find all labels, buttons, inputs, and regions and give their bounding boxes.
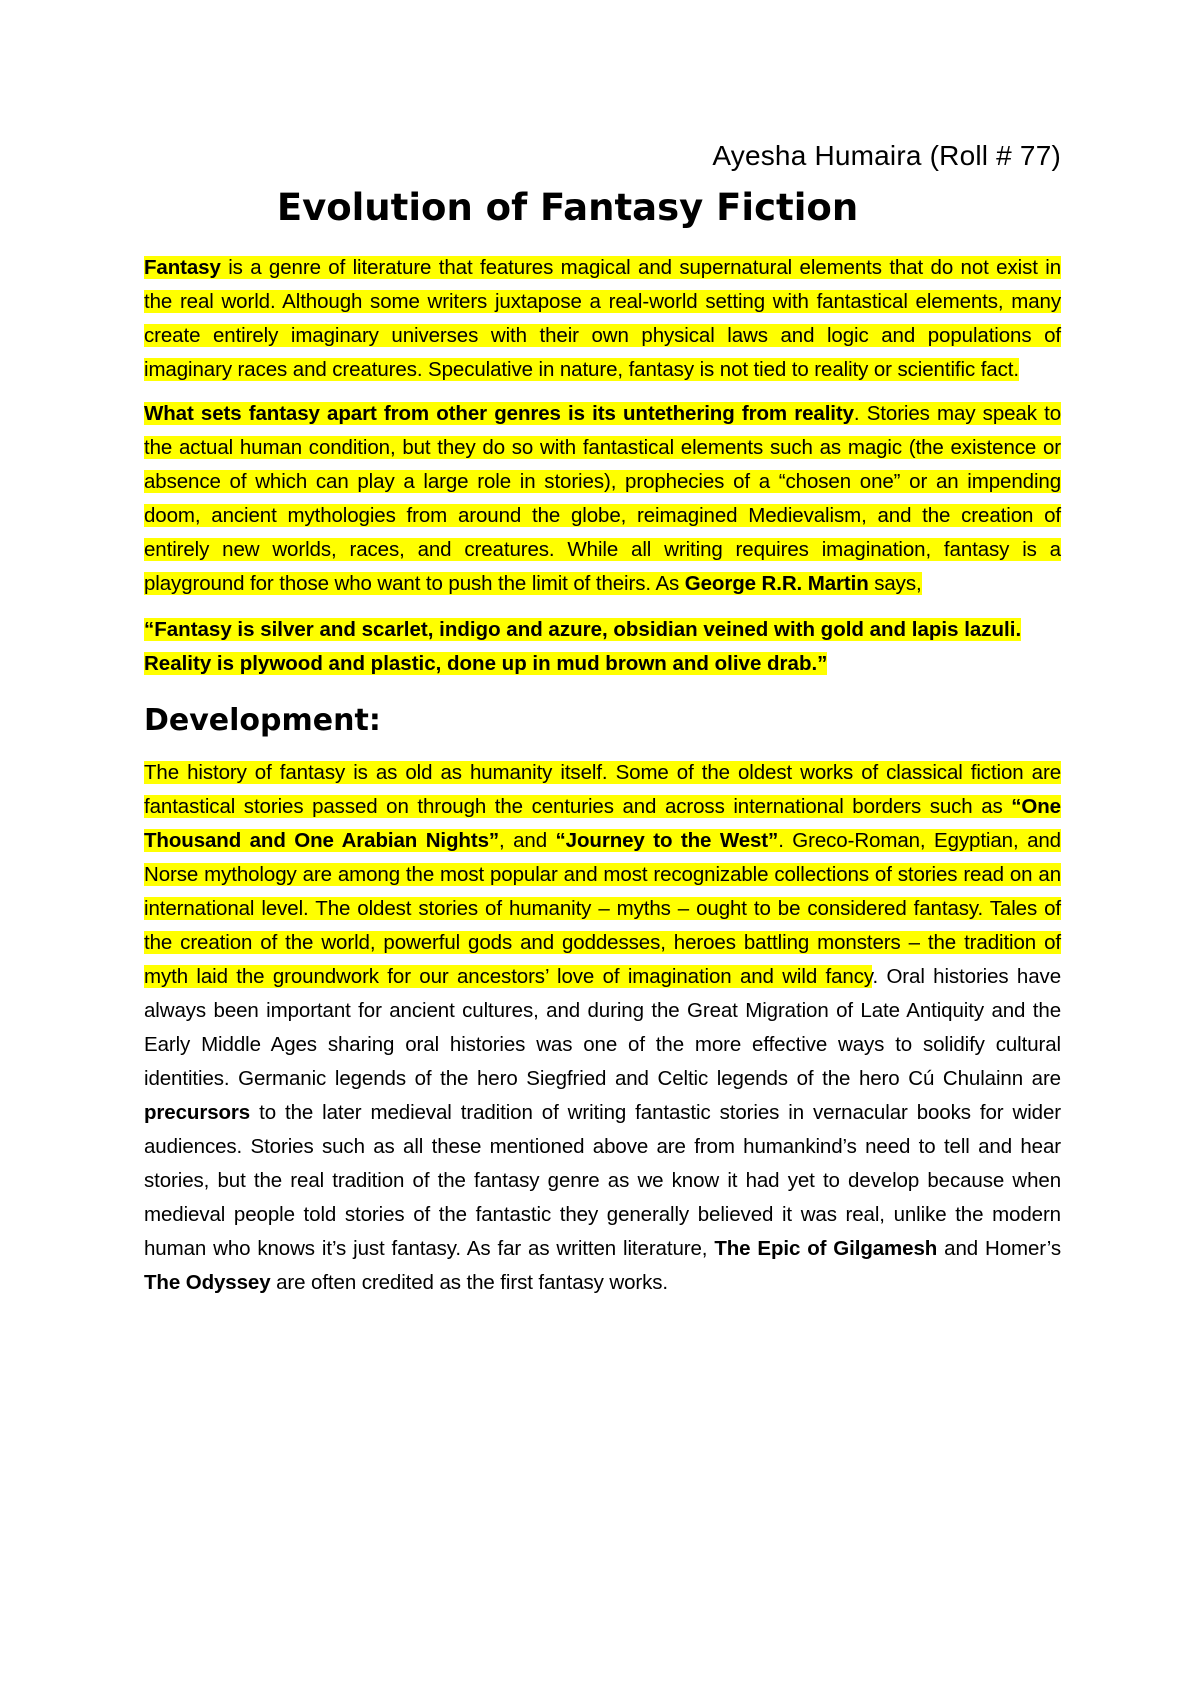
intro-text: is a genre of literature that features magical and supernatural elements that do not exist in the real world. Although some writers juxtapose a real-world setting with fantastical elements, many create entirely imaginary universes with their own physical laws and logic and populations of imaginary races and creatures. Speculative in nature, fantasy is not tied to reality or scientific fact.	[144, 256, 1061, 381]
page-title: Evolution of Fantasy Fiction	[276, 186, 859, 229]
intro-bold-term: Fantasy	[144, 256, 221, 279]
section-heading: Development:	[144, 703, 381, 738]
dev-text-a: The history of fantasy is as old as humanity itself. Some of the oldest works of classical fiction are fantastical stories passed on through the centuries and across international borders such as	[144, 761, 1061, 818]
second-bold-lead: What sets fantasy apart from other genres is its untethering from reality	[144, 402, 854, 425]
dev-bold-precursors: precursors	[144, 1101, 251, 1124]
document-page	[144, 140, 1061, 1310]
martin-quote	[144, 613, 1061, 681]
intro-highlight	[144, 256, 1061, 381]
dev-text-b: , and	[499, 829, 556, 852]
dev-bold-arabian-nights: “One Thousand and One Arabian Nights”	[144, 795, 1061, 852]
author-name: George R.R. Martin	[684, 572, 869, 595]
dev-plain-c: and Homer’s	[937, 1237, 1061, 1260]
second-paragraph	[144, 397, 1061, 601]
dev-bold-gilgamesh: The Epic of Gilgamesh	[714, 1237, 938, 1260]
second-end: says,	[868, 572, 922, 595]
dev-plain-d: are often credited as the first fantasy works.	[270, 1271, 669, 1294]
dev-text-c: . Greco-Roman, Egyptian, and Norse mythology are among the most popular and most recognizable collections of stories read on an international level. The oldest stories of humanity – myths – ought to be considered fantasy. Tales of the creation of the world, powerful gods and goddesses, heroes battling monsters – the tradition of myth laid the groundwork for our ancestors’ love of imagination and wild fancy	[144, 829, 1061, 988]
dev-bold-journey-west: “Journey to the West”	[555, 829, 779, 852]
dev-highlight	[144, 761, 1061, 988]
author-line: Ayesha Humaira (Roll # 77)	[712, 140, 1061, 171]
dev-plain-a: . Oral histories have always been important for ancient cultures, and during the Great Migration of Late Antiquity and the Early Middle Ages sharing oral histories was one of the more effective ways to solidify cultural identities. Germanic legends of the hero Siegfried and Celtic legends of the hero Cú Chulainn are	[144, 965, 1061, 1090]
development-paragraph	[144, 756, 1061, 1300]
dev-plain-b: to the later medieval tradition of writing fantastic stories in vernacular books for wider audiences. Stories such as all these mentioned above are from humankind’s need to tell and hear stories, but the real tradition of the fantasy genre as we know it had yet to develop because when medieval people told stories of the fantastic they generally believed it was real, unlike the modern human who knows it’s just fantasy. As far as written literature,	[144, 1101, 1061, 1260]
quote-highlight: “Fantasy is silver and scarlet, indigo and azure, obsidian veined with gold and lapis lazuli. Reality is plywood and plastic, done up in mud brown and olive drab.”	[144, 618, 1022, 675]
intro-paragraph	[144, 251, 1061, 387]
dev-bold-odyssey: The Odyssey	[144, 1271, 271, 1294]
second-highlight	[144, 402, 1061, 595]
second-text: . Stories may speak to the actual human condition, but they do so with fantastical elements such as magic (the existence or absence of which can play a large role in stories), prophecies of a “chosen one” or an impending doom, ancient mythologies from around the globe, reimagined Medievalism, and the creation of entirely new worlds, races, and creatures. While all writing requires imagination, fantasy is a playground for those who want to push the limit of theirs. As	[144, 402, 1061, 595]
